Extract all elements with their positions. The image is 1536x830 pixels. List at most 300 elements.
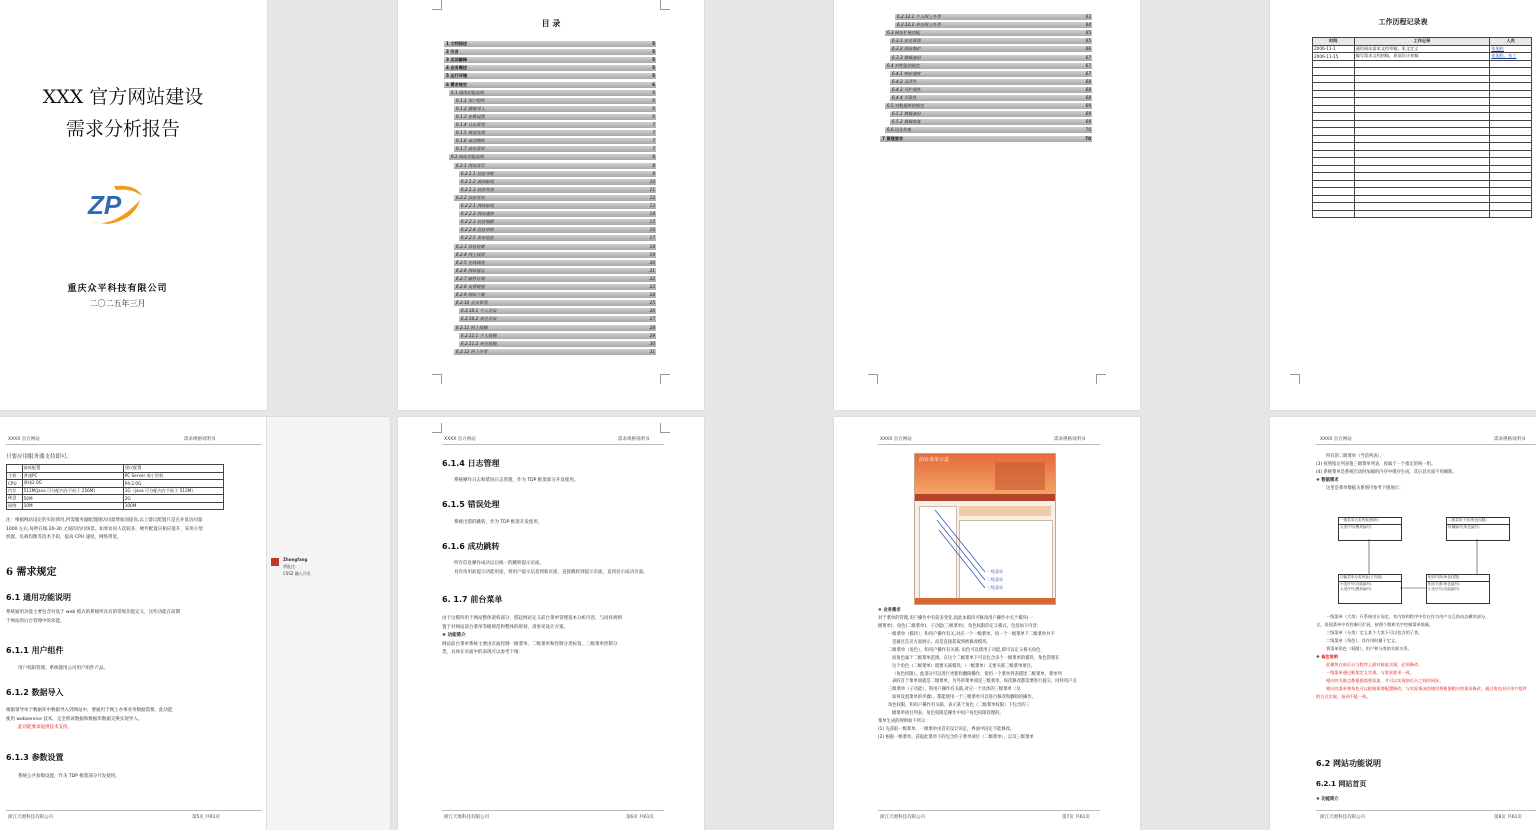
paragraph-line: 这里是菜单数据关系图可参考下图展示：	[1326, 485, 1404, 491]
table-cell	[1354, 120, 1490, 128]
list-item: 而角色属于二级菜单范围，在这个二级菜单下可以包含多个一级菜单的模块，角色管理在	[892, 655, 1060, 661]
bullet-label: 业务需求	[883, 608, 901, 613]
toc-entry-label: 6.1.7 前台菜单	[456, 146, 485, 152]
toc-entry[interactable]	[454, 268, 656, 274]
toc-entry[interactable]	[459, 333, 656, 339]
cover-company: 重庆众平科技有限公司	[67, 284, 168, 294]
toc-entry[interactable]	[454, 284, 656, 290]
section-6-1-5-paragraph: 系统出错的跳转，作为 TDP 框架开发使用。	[454, 520, 543, 525]
table-cell: 主机	[7, 472, 23, 480]
table-cell	[1313, 60, 1355, 68]
toc-entry[interactable]	[459, 308, 656, 314]
toc-entry-label: 6.4 对性能的规定	[887, 62, 921, 68]
toc-entry[interactable]	[890, 119, 1092, 125]
page-header-left: XXXX 官方网站	[880, 437, 912, 442]
toc-entry-page: 11	[649, 186, 655, 192]
list-item: 是通过首页方面展示，而是直接获取到被修改模块。	[892, 639, 991, 645]
toc-entry[interactable]	[890, 111, 1092, 117]
cover-title-line1: XXX 官方网站建设	[42, 86, 204, 108]
table-cell	[1354, 113, 1490, 121]
toc-entry[interactable]	[459, 187, 656, 193]
toc-entry[interactable]	[459, 219, 656, 225]
table-cell	[1354, 203, 1490, 211]
table-cell	[1490, 180, 1532, 188]
table-row	[1313, 180, 1532, 188]
toc-entry-page: 6	[652, 89, 655, 95]
er-entity-field: 相应关系(角色编号)	[1428, 581, 1460, 586]
toc-entry[interactable]	[885, 30, 1092, 36]
toc-entry[interactable]	[454, 146, 656, 152]
er-entity-title: 相应内容(角色权限)	[1427, 575, 1489, 582]
table-cell	[1490, 203, 1532, 211]
toc-entry-label: 6.2.2.1 网站新闻	[461, 203, 494, 208]
toc-entry-label: 6.2.2.2 网站通知	[461, 211, 494, 217]
toc-entry-label: 6.2.4 网上投票	[456, 251, 485, 257]
paragraph-line: 于网站的后台管理中的功能。	[6, 618, 65, 624]
diamond-bullet-icon: ❖	[1316, 797, 1322, 802]
table-row	[7, 472, 224, 480]
paragraph-line: 具有仿用前提示功能用途，将用户提示信息到新页面，直接跳转到提示页面，直到显示成功页面。	[454, 569, 648, 575]
toc-entry-label: 6.2.11.2 单位投稿	[461, 340, 497, 346]
table-cell	[1313, 120, 1355, 128]
toc-entry-label: 6.1.4 日志管理	[456, 122, 485, 127]
toc-entry-page: 26	[649, 308, 655, 314]
toc-entry-label: 6.1.6 成功跳转	[456, 138, 485, 144]
section-heading-6: 6 需求规定	[6, 567, 57, 578]
table-cell: 2G	[123, 495, 223, 503]
toc-entry-label: 6.2.10.2 单位会员	[461, 316, 497, 322]
table-cell	[1313, 165, 1355, 173]
page-header-right: 需求规格说明书	[618, 437, 650, 442]
toc-entry[interactable]	[449, 154, 656, 160]
toc-page[interactable]	[398, 0, 704, 410]
er-entity-title: 二级菜单子类(角色权限)	[1447, 518, 1509, 525]
toc-entry-label: 6.2.1.2 滚动新闻	[461, 178, 494, 184]
table-cell: 张旭松、张工	[1490, 53, 1532, 61]
bullet-item	[442, 632, 664, 641]
toc-entry-page: 69	[1085, 111, 1091, 117]
toc-entry-page: 7	[652, 130, 655, 136]
toc-entry-page: 27	[649, 316, 655, 322]
intro-text: 只要应用服务器支持即可。	[6, 454, 73, 460]
toc-entry-page: 6	[652, 81, 655, 87]
toc-entry-label: 6.1.5 错误处理	[456, 130, 485, 136]
toc-entry-label: 5 运行环境	[446, 73, 468, 79]
toc-entry-page: 5	[652, 57, 655, 63]
toc-entry-label: 6.3.3 数据备份	[892, 54, 921, 60]
toc-entry-page: 6	[652, 113, 655, 119]
toc-entry[interactable]	[454, 349, 656, 355]
toc-entry-page: 20	[649, 259, 655, 265]
note-line: 机群、负载均衡等技术手段，提高 CPU 速度、网络带宽。	[6, 535, 122, 541]
hardware-table	[6, 464, 224, 510]
cover-date: 二〇二五年三月	[89, 299, 146, 308]
toc-continued-page[interactable]	[834, 0, 1140, 410]
table-header-row	[1313, 38, 1532, 46]
toc-entry-label: 7 管理要求	[882, 135, 904, 141]
list-item: 二级菜单（角色），和用户操作有关联, 角色可以使用子功能,即可以定义相关角色，	[888, 647, 1045, 653]
toc-entry-label: 1 文档综述	[446, 41, 468, 46]
toc-entry-label: 6.2.5 在线调查	[456, 259, 485, 265]
table-cell: 内存	[7, 487, 23, 495]
toc-entry-page: 18	[649, 243, 655, 249]
table-cell	[1490, 188, 1532, 196]
toc-entry-page: 14	[649, 211, 655, 217]
toc-entry-page: 68	[1085, 78, 1091, 84]
toc-entry-page: 7	[652, 146, 655, 152]
list-item: 这个角色（二级菜单）既要关联模块,（一级菜单）又要关联三级菜单项目,	[892, 663, 1033, 669]
section-6-1-1-paragraph: 用户权限管理、系统使用公司用户组件产品。	[18, 666, 108, 671]
table-header-cell	[7, 465, 23, 473]
menu-callout: 一级菜单	[987, 569, 1003, 574]
toc-entry-page: 15	[649, 219, 655, 225]
toc-entry[interactable]	[890, 38, 1092, 44]
toc-entry[interactable]	[454, 300, 656, 306]
table-header-cell: 人员	[1490, 38, 1532, 46]
er-entity-title: 一级菜单大类列表(模块)	[1339, 518, 1401, 525]
table-row	[1313, 98, 1532, 106]
paragraph-line: 系统通用功能主要包含对基于 web 模式的系统所具有的常规功能定义，这些功能在前期	[6, 610, 181, 615]
list-item: 表的首个菜单项就是二级菜单，另外的菜单项是三级菜单，每次修改都需要进行提交，同样用户点	[892, 679, 1077, 685]
toc-entry[interactable]	[459, 341, 656, 347]
er-entity-field: 小类序号(功能编号)	[1428, 587, 1460, 592]
toc-entry[interactable]	[459, 203, 656, 209]
section-heading-6-1-2: 6.1.2 数据导入	[6, 688, 64, 697]
cover-page[interactable]	[0, 0, 267, 410]
table-cell	[1490, 68, 1532, 76]
toc-entry-page: 65	[1085, 38, 1091, 44]
toc-entry-label: 6.1 通用功能说明	[451, 89, 485, 95]
toc-entry-page: 68	[1085, 86, 1091, 92]
table-cell	[1354, 165, 1490, 173]
list-item: 如何设置菜单的步骤）。都能使用一个三级菜单可以进行修改和删除的操作。	[892, 695, 1036, 701]
toc-entry[interactable]	[444, 57, 656, 63]
comment-author: Zhongfang	[283, 557, 308, 562]
table-row	[1313, 150, 1532, 158]
toc-entry-label: 6.2.1 网站首页	[456, 162, 485, 168]
table-cell: PC Server 或小型机	[123, 472, 223, 480]
toc-entry[interactable]	[885, 63, 1092, 69]
table-cell	[1490, 90, 1532, 98]
table-cell: 硬盘	[7, 495, 23, 503]
table-cell	[1354, 68, 1490, 76]
table-cell	[1354, 188, 1490, 196]
toc-entry[interactable]	[895, 22, 1092, 28]
comment-avatar-icon	[271, 558, 279, 566]
toc-entry[interactable]	[459, 227, 656, 233]
toc-entry-label: 2 引言	[446, 49, 459, 55]
toc-entry-label: 6.2.10.1 个人会员	[461, 308, 497, 314]
toc-entry[interactable]	[890, 55, 1092, 61]
er-entity-field: 所属编号(角色编号)	[1448, 524, 1480, 529]
toc-entry-label: 6.4.4 可靠性	[892, 95, 917, 100]
toc-entry[interactable]	[454, 163, 656, 169]
paragraph-line: 根据领导单个数据库中数据导入到网站中，要通用于网上办事业务数据需要。此功能	[6, 708, 173, 713]
toc-entry[interactable]	[454, 325, 656, 331]
section-heading-6-1-4: 6.1.4 日志管理	[442, 459, 500, 468]
list-item: 级菜单项目列表。角色权限是操作中用户角色权限管理的。	[892, 711, 1004, 717]
toc-entry-label: 6.2 网站功能说明	[451, 154, 485, 160]
table-cell	[1354, 158, 1490, 166]
requirements-page-5[interactable]	[0, 417, 390, 830]
toc-entry[interactable]	[454, 114, 656, 120]
table-cell	[1313, 203, 1355, 211]
table-cell	[1313, 188, 1355, 196]
section-heading-6-2-1: 6.2.1 网站首页	[1316, 780, 1367, 788]
page-header-right: 需求规格说明书	[184, 437, 216, 442]
table-cell	[1354, 90, 1490, 98]
toc-entry-page: 63	[1085, 14, 1091, 19]
paragraph-line: 由于这模块用于网站整体架构部分，搭起网站定义前台菜单管理基本分析内容，与同样规则	[442, 616, 622, 621]
table-row	[1313, 105, 1532, 113]
list-item: 一级菜单（模块），和用户操作有关,对应一个一级菜单。同一个一级菜单下二级菜单并不	[888, 631, 1055, 637]
toc-entry[interactable]	[454, 138, 656, 144]
table-cell	[1490, 135, 1532, 143]
history-page[interactable]	[1270, 0, 1536, 410]
table-row	[1313, 90, 1532, 98]
table-cell: 100M	[123, 502, 223, 510]
table-cell	[1354, 210, 1490, 218]
toc-entry-label: 6.2.9 网站下载	[456, 292, 485, 298]
page-footer-right: 第6页 共61页	[626, 815, 655, 820]
table-cell	[1313, 180, 1355, 188]
paragraph-line: 网站前台菜单系统主要由页面控制一级菜单、二级菜单和控制分类标签、三级菜单控制分	[442, 641, 618, 647]
section-heading-6-1-7: 6. 1.7 前台菜单	[442, 595, 503, 604]
toc-entry-page: 69	[1085, 119, 1091, 125]
table-header-cell: 时间	[1313, 38, 1355, 46]
table-row	[7, 502, 224, 510]
section-heading-6-1: 6.1 通用功能说明	[6, 593, 71, 602]
toc-entry-page: 70	[1085, 135, 1091, 141]
toc-entry[interactable]	[454, 98, 656, 104]
list-item: 三级菜单（子功能），和用户操作有关联,对应一个具体的三级菜单（及	[888, 687, 1021, 693]
table-row	[1313, 120, 1532, 128]
toc-entry-page: 13	[649, 203, 655, 208]
toc-entry[interactable]	[890, 46, 1092, 52]
toc-entry-label: 6.2.1.1 信息导航	[461, 170, 494, 176]
toc-entry-page: 16	[649, 227, 655, 233]
table-cell	[1490, 143, 1532, 151]
toc-entry[interactable]	[459, 171, 656, 177]
cover-title-line2: 需求分析报告	[65, 118, 180, 140]
toc-entry[interactable]	[459, 179, 656, 185]
comment-line: CSS2 融入开发	[283, 571, 311, 576]
bullet-label: 数据需求	[1321, 477, 1339, 483]
toc-entry-page: 28	[649, 324, 655, 330]
toc-entry[interactable]	[454, 130, 656, 136]
table-cell	[1490, 173, 1532, 181]
toc-entry[interactable]	[454, 276, 656, 282]
svg-text:ZP: ZP	[88, 190, 122, 220]
toc-entry-label: 6.2.2.3 信息编辑	[461, 219, 494, 225]
toc-entry[interactable]	[890, 87, 1092, 93]
menu-screenshot-image	[914, 453, 1056, 605]
table-cell: 普通PC	[22, 472, 123, 480]
diamond-bullet-icon: ❖	[442, 633, 448, 639]
table-cell: CPU	[7, 480, 23, 488]
toc-entry[interactable]	[885, 103, 1092, 109]
table-cell	[1313, 83, 1355, 91]
toc-entry-page: 68	[1085, 95, 1091, 100]
toc-entry-label: 6.1.1 用户组件	[456, 97, 485, 103]
table-cell	[1490, 98, 1532, 106]
toc-entry-label: 6.1.3 参数设置	[456, 113, 485, 119]
table-cell	[1354, 60, 1490, 68]
toc-entry-page: 67	[1085, 70, 1091, 76]
table-cell	[1354, 105, 1490, 113]
toc-entry[interactable]	[890, 71, 1092, 77]
table-cell	[1490, 113, 1532, 121]
toc-entry[interactable]	[454, 195, 656, 201]
bullet-item	[1316, 797, 1339, 802]
toc-entry-page: 67	[1085, 62, 1091, 68]
toc-entry-page: 29	[649, 332, 655, 338]
table-cell	[1354, 135, 1490, 143]
er-entity-field: 大类序号(模块编号)	[1340, 524, 1372, 529]
er-connectors	[1270, 417, 1536, 617]
table-cell: 网络	[7, 502, 23, 510]
company-logo-icon	[84, 182, 146, 228]
table-row	[1313, 173, 1532, 181]
toc-entry-label: 6.3 网站扩展功能	[887, 30, 921, 36]
table-row	[1313, 75, 1532, 83]
toc-entry[interactable]	[454, 252, 656, 258]
toc-entry-label: 6.2.2.5 发布信息	[461, 235, 494, 241]
table-row	[1313, 158, 1532, 166]
table-cell	[1313, 90, 1355, 98]
toc-entry-page: 5	[652, 49, 655, 55]
toc-entry-label: 6.2.8 友情链接	[456, 284, 485, 289]
table-row	[7, 480, 224, 488]
toc-entry-page: 6	[652, 97, 655, 103]
section-heading-6-1-3: 6.1.3 参数设置	[6, 753, 64, 762]
table-header-cell: 建议配置	[123, 465, 223, 473]
toc-entry[interactable]	[444, 82, 656, 88]
list-item: (2) 根据一级菜单，获取此菜单下的包含的子菜单项目（二级菜单），以及三级菜单	[878, 735, 1034, 740]
page-footer-left: 浙江天地科技有限公司	[1320, 815, 1365, 820]
table-cell	[1354, 98, 1490, 106]
table-header-row	[7, 465, 224, 473]
toc-entry-label: 6 需求规定	[446, 81, 468, 87]
section-6-1-3-paragraph: 系统公共参数设置，作为 TDP 框架部分开发使用。	[18, 774, 120, 779]
toc-entry[interactable]	[459, 235, 656, 241]
paragraph-line: 级菜单)、角色(二级菜单)、子功能(三级菜单)、角色权限的定义模式，包括如下内容：	[878, 623, 1042, 629]
toc-entry[interactable]	[454, 106, 656, 112]
toc-entry-page: 66	[1085, 46, 1091, 52]
comment-pane	[266, 417, 390, 830]
section-6-1-4-paragraph: 系统操作日志和错误日志管理，作为 TDP 框架部分开发使用。	[454, 478, 579, 483]
toc-entry[interactable]	[895, 14, 1092, 20]
toc-entry-page: 5	[652, 73, 655, 79]
table-row	[1313, 45, 1532, 53]
toc-entry[interactable]	[444, 65, 656, 71]
table-cell: P4-2.0G	[123, 480, 223, 488]
toc-entry[interactable]	[454, 122, 656, 128]
paragraph-line: 所有的二级菜单（当前列表）。	[1326, 454, 1385, 459]
page-footer-left: 浙江天地科技有限公司	[444, 815, 489, 820]
list-item: (4) 系统菜单是系统启动时加载的内存中缓存生成，其后首页面不用刷新。	[1316, 469, 1457, 475]
table-cell: 2006-11-1	[1313, 45, 1355, 53]
table-row	[1313, 188, 1532, 196]
diamond-bullet-icon: ❖	[878, 608, 884, 613]
paragraph-line: 对于菜单的管理,用户操作中有较多变化,因此本模块可修改用户操作中关于模块(一	[878, 615, 1033, 621]
toc-entry[interactable]	[444, 41, 656, 47]
paragraph-line: 一级菜单（大类）只系统设计而定，其内容和程序中存在作为用户交互的动态模块部分，	[1326, 614, 1490, 619]
bullet-label: 备注说明	[1321, 653, 1338, 659]
page-header-left: XXXX 官方网站	[8, 437, 40, 442]
toc-entry[interactable]	[454, 292, 656, 298]
table-header-cell: 最低配置	[22, 465, 123, 473]
red-note: 的方式实现，看到不能一致。	[1316, 693, 1371, 699]
toc-entry-page: 6	[652, 105, 655, 111]
toc-entry-label: 6.2.12.1 个人网上办事	[897, 14, 941, 19]
paragraph-line: 全，表现菜单中有控制可扩展，按照个数和名字控制菜单数量。	[1316, 621, 1434, 627]
toc-entry-page: 24	[649, 292, 655, 298]
toc-entry-page: 12	[649, 194, 655, 200]
table-row	[1313, 113, 1532, 121]
toc-entry[interactable]	[454, 244, 656, 250]
toc-entry-page: 30	[649, 340, 655, 346]
table-cell	[1313, 158, 1355, 166]
table-cell	[1490, 128, 1532, 136]
section-6-1-paragraph	[6, 609, 264, 626]
table-cell	[1313, 68, 1355, 76]
toc-entry-label: 6.4.2 灵活性	[892, 78, 917, 84]
toc-entry-page: 65	[1085, 30, 1091, 36]
requirements-page-6[interactable]	[398, 417, 704, 830]
toc-entry[interactable]	[444, 73, 656, 79]
bullet-label: 功能简介	[1321, 797, 1339, 802]
toc-entry-label: 6.2.2 信息发布	[456, 194, 485, 200]
toc-entry[interactable]	[890, 95, 1092, 101]
bullet-item	[878, 607, 1102, 615]
toc-entry[interactable]	[444, 49, 656, 55]
toc-entry-page: 19	[649, 251, 655, 257]
toc-entry[interactable]	[459, 316, 656, 322]
toc-entry-page: 23	[649, 284, 655, 289]
toc-entry-label: 4 业务概述	[446, 65, 468, 71]
table-header-cell: 工作记录	[1354, 38, 1490, 46]
paragraph-line: 菜单生成的规则如下所示：	[878, 719, 930, 725]
table-cell	[1490, 158, 1532, 166]
requirements-page-8[interactable]	[1270, 417, 1536, 830]
toc-entry-label: 6.5 对数据库的规定	[887, 103, 925, 109]
table-cell	[1490, 165, 1532, 173]
table-cell: 赛扬2.0G	[22, 480, 123, 488]
table-cell	[1490, 60, 1532, 68]
table-cell	[1490, 150, 1532, 158]
toc-entry-page: 70	[1085, 127, 1091, 133]
paragraph-line: 所有信息操作成功以后统一的跳转提示页面。	[454, 561, 544, 566]
toc-entry[interactable]	[454, 260, 656, 266]
toc-entry[interactable]	[449, 90, 656, 96]
toc-entry[interactable]	[880, 136, 1092, 142]
requirements-page-7[interactable]	[834, 417, 1140, 830]
table-cell	[1313, 150, 1355, 158]
toc-entry[interactable]	[459, 211, 656, 217]
table-cell	[1490, 195, 1532, 203]
toc-entry-label: 6.2.10 会员管理	[456, 300, 488, 306]
note-line: 注：根据网站设定的实际情况,所需服务器配置随访问量增加而提高,以上建议配置只是在并发访问量	[6, 518, 203, 523]
section-heading-6-1-1: 6.1.1 用户组件	[6, 646, 64, 655]
toc-entry-label: 6.2.12 网上办事	[456, 348, 488, 354]
table-cell	[1354, 180, 1490, 188]
toc-entry[interactable]	[890, 79, 1092, 85]
paragraph-line: 置于对网站前台菜单等级规范和整体的规划，请参见设计方案。	[442, 624, 568, 630]
toc-entry-label: 6.2.1.3 信息列表	[461, 186, 494, 192]
toc-entry[interactable]	[885, 127, 1092, 133]
toc-entry-page: 17	[649, 235, 655, 241]
